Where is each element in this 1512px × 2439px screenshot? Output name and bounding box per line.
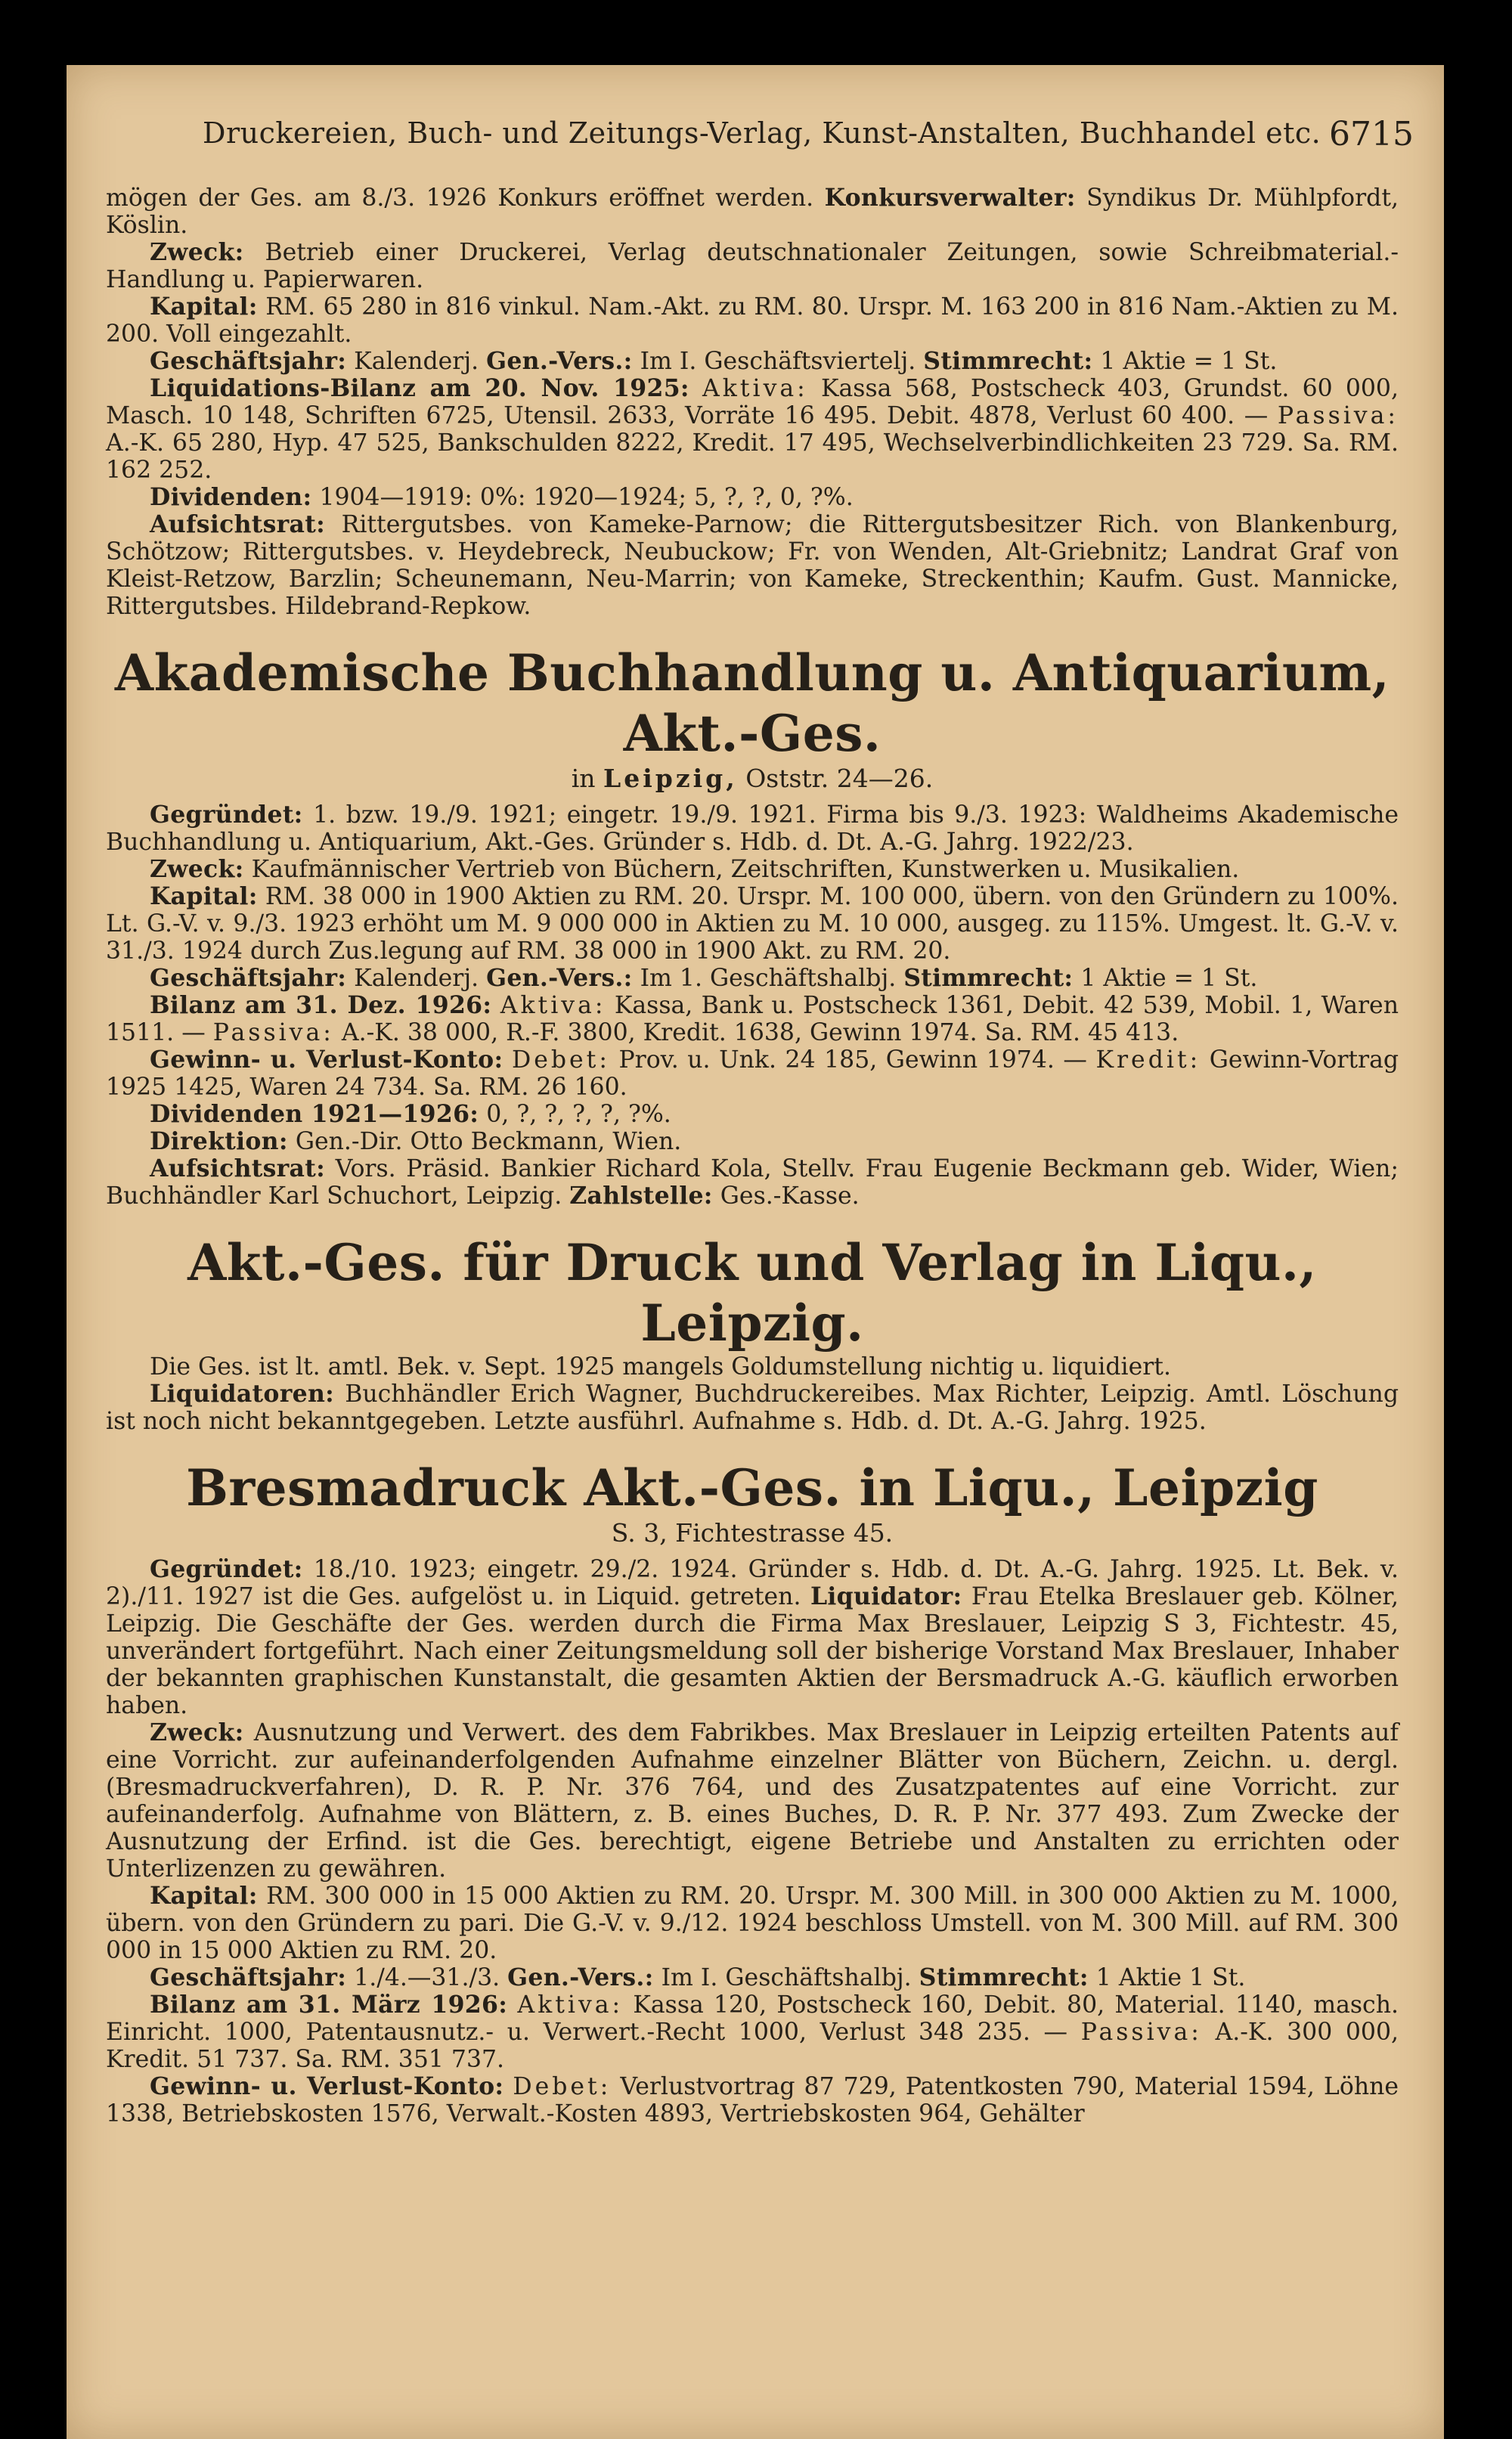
zweck-label: Zweck: xyxy=(150,238,244,266)
zahlstelle-label: Zahlstelle: xyxy=(569,1182,713,1210)
bilanz-label: Bilanz am 31. März 1926: xyxy=(150,1991,508,2019)
gen-vers-label: Gen.-Vers.: xyxy=(486,347,633,375)
kapital-label: Kapital: xyxy=(150,882,258,910)
document-page xyxy=(67,65,1444,2439)
guv-label: Gewinn- u. Verlust-Konto: xyxy=(150,2072,504,2100)
geschaeftsjahr-label: Geschäftsjahr: xyxy=(150,1963,347,1991)
page-number: 6715 xyxy=(1329,115,1414,153)
zweck-label: Zweck: xyxy=(150,1718,244,1746)
liquidatoren-label: Liquidatoren: xyxy=(150,1380,335,1408)
entry-bresmadruck: Bresmadruck Akt.-Ges. in Liqu., Leipzig S. 3, Fichtestrasse 45. Gegründet: 18./10. 1923; eingetr. 29./2. 1924. Gründer s. Hdb. d. Dt. A.-G. Jahrg. 1925. Lt. Bek. v. 2)./11. 1927 ist die Ges. aufgelöst u. in Liquid. getreten. Liquidator: Frau Etelka Breslauer geb. Kölner, Leipzig. Die Geschäfte der Ges. werden durch die Firma Max Breslauer, Leipzig S 3, Fichtestr. 45, unverändert fortgeführt. Nach einer Zeitungsmeldung soll der bisherige Vorstand Max Breslauer, Inhaber der bekannten graphischen Kunstanstalt, die gesamten Aktien der Bersmadruck A.-G. käuflich erworben haben. Zweck: Ausnutzung und Verwert. des dem Fabrikbes. Max Breslauer in Leipzig erteilten Patents auf eine Vorricht. zur aufeinanderfolgenden Aufnahme einzelner Blätter von Büchern, Zeichn. u. dergl. (Bresmadruckverfahren), D. R. P. Nr. 376 764, und des Zusatzpatentes auf eine Vorricht. zur aufeinanderfolg. Aufnahme von Blättern, z. B. eines Buches, D. R. P. Nr. 377 493. Zum Zwecke der Ausnutzung der Erfind. ist die Ges. berechtigt, eigene Betriebe und Anstalten zu errichten oder Unterlizenzen zu gewähren. Kapital: RM. 300 000 in 15 000 Aktien zu RM. 20. Urspr. M. 300 Mill. in 300 000 Aktien zu M. 1000, übern. von den Gründern zu pari. Die G.-V. v. 9./12. 1924 beschloss Umstell. von M. 300 Mill. auf RM. 300 000 in 15 000 Aktien zu RM. 20. Geschäftsjahr: 1./4.—31./3. Gen.-Vers.: Im I. Geschäftshalbj. Stimmrecht: 1 Aktie 1 St. Bilanz am 31. März 1926: Aktiva: Kassa 120, Postscheck 160, Debit. 80, Material. 1140, masch. Einricht. 1000, Patentausnutz.- u. Verwert.-Recht 1000, Verlust 348 235. — Passiva: A.-K. 300 000, Kredit. 51 737. Sa. RM. 351 737. Gewinn- u. Verlust-Konto: Debet: Verlustvortrag 87 729, Patentkosten 790, Material 1594, Löhne 1338, Betriebskosten 1576, Verwalt.-Kosten 4893, Vertriebskosten 964, Gehälter xyxy=(106,1458,1399,2128)
liquidator-label: Liquidator: xyxy=(810,1582,962,1610)
entry-title: Bresmadruck Akt.-Ges. in Liqu., Leipzig xyxy=(186,1458,1318,1517)
aufsichtsrat-label: Aufsichtsrat: xyxy=(150,1154,326,1182)
entry-previous-continuation: mögen der Ges. am 8./3. 1926 Konkurs eröffnet werden. Konkursverwalter: Syndikus Dr. Mühlpfordt, Köslin. Zweck: Betrieb einer Druckerei, Verlag deutschnationaler Zeitungen, sowie Schreibmaterial.-Handlung u. Papierwaren. Kapital: RM. 65 280 in 816 vinkul. Nam.-Akt. zu RM. 80. Urspr. M. 163 200 in 816 Nam.-Aktien zu M. 200. Voll eingezahlt. Geschäftsjahr: Kalenderj. Gen.-Vers.: Im I. Geschäftsviertelj. Stimmrecht: 1 Aktie = 1 St. Liquidations-Bilanz am 20. Nov. 1925: Aktiva: Kassa 568, Postscheck 403, Grundst. 60 000, Masch. 10 148, Schriften 6725, Utensil. 2633, Vorräte 16 495. Debit. 4878, Verlust 60 400. — Passiva: A.-K. 65 280, Hyp. 47 525, Bankschulden 8222, Kredit. 17 495, Wechselverbindlichkeiten 23 729. Sa. RM. 162 252. Dividenden: 1904—1919: 0%: 1920—1924; 5, ?, ?, 0, ?%. Aufsichtsrat: Rittergutsbes. von Kameke-Parnow; die Rittergutsbesitzer Rich. von Blankenburg, Schötzow; Rittergutsbes. v. Heydebreck, Neubuckow; Fr. von Wenden, Alt-Griebnitz; Landrat Graf von Kleist-Retzow, Barzlin; Scheunemann, Neu-Marrin; von Kameke, Streckenthin; Kaufm. Gust. Mannicke, Rittergutsbes. Hildebrand-Repkow. xyxy=(106,184,1399,620)
entry-title: Akt.-Ges. für Druck und Verlag in Liqu., Leipzig. xyxy=(187,1233,1317,1353)
running-head: Druckereien, Buch- und Zeitungs-Verlag, Kunst-Anstalten, Buchhandel etc. xyxy=(203,116,1321,150)
stimmrecht-label: Stimmrecht: xyxy=(923,347,1093,375)
direktion-label: Direktion: xyxy=(150,1127,288,1155)
stimmrecht-label: Stimmrecht: xyxy=(919,1963,1089,1991)
geschaeftsjahr-label: Geschäftsjahr: xyxy=(150,347,347,375)
entry-location: in Leipzig, Oststr. 24—26. xyxy=(571,764,934,793)
guv-label: Gewinn- u. Verlust-Konto: xyxy=(150,1046,503,1074)
gegruendet-label: Gegründet: xyxy=(150,1555,303,1583)
gegruendet-label: Gegründet: xyxy=(150,801,303,829)
entry-title: Akademische Buchhandlung u. Antiquarium, Akt.-Ges. xyxy=(114,643,1390,763)
geschaeftsjahr-label: Geschäftsjahr: xyxy=(150,964,347,992)
gen-vers-label: Gen.-Vers.: xyxy=(507,1963,654,1991)
entry-akademische-buchhandlung: Akademische Buchhandlung u. Antiquarium, Akt.-Ges. in Leipzig, Oststr. 24—26. Gegründet: 1. bzw. 19./9. 1921; eingetr. 19./9. 1921. Firma bis 9./3. 1923: Waldheims Akademische Buchhandlung u. Antiquarium, Akt.-Ges. Gründer s. Hdb. d. Dt. A.-G. Jahrg. 1922/23. Zweck: Kaufmännischer Vertrieb von Büchern, Zeitschriften, Kunstwerken u. Musikalien. Kapital: RM. 38 000 in 1900 Aktien zu RM. 20. Urspr. M. 100 000, übern. von den Gründern zu 100%. Lt. G.-V. v. 9./3. 1923 erhöht um M. 9 000 000 in Aktien zu M. 10 000, ausgeg. zu 115%. Umgest. lt. G.-V. v. 31./3. 1924 durch Zus.legung auf RM. 38 000 in 1900 Akt. zu RM. 20. Geschäftsjahr: Kalenderj. Gen.-Vers.: Im 1. Geschäftshalbj. Stimmrecht: 1 Aktie = 1 St. Bilanz am 31. Dez. 1926: Aktiva: Kassa, Bank u. Postscheck 1361, Debit. 42 539, Mobil. 1, Waren 1511. — Passiva: A.-K. 38 000, R.-F. 3800, Kredit. 1638, Gewinn 1974. Sa. RM. 45 413. Gewinn- u. Verlust-Konto: Debet: Prov. u. Unk. 24 185, Gewinn 1974. — Kredit: Gewinn-Vortrag 1925 1425, Waren 24 734. Sa. RM. 26 160. Dividenden 1921—1926: 0, ?, ?, ?, ?, ?%. Direktion: Gen.-Dir. Otto Beckmann, Wien. Aufsichtsrat: Vors. Präsid. Bankier Richard Kola, Stellv. Frau Eugenie Beckmann geb. Wider, Wien; Buchhändler Karl Schuchort, Leipzig. Zahlstelle: Ges.-Kasse. xyxy=(106,643,1399,1210)
bilanz-label: Bilanz am 31. Dez. 1926: xyxy=(150,991,492,1019)
gen-vers-label: Gen.-Vers.: xyxy=(486,964,633,992)
kapital-label: Kapital: xyxy=(150,293,258,321)
dividenden-label: Dividenden: xyxy=(150,483,312,511)
zweck-label: Zweck: xyxy=(150,855,244,883)
entry-location: S. 3, Fichtestrasse 45. xyxy=(611,1518,894,1548)
entry-druck-und-verlag: Akt.-Ges. für Druck und Verlag in Liqu., Leipzig. Die Ges. ist lt. amtl. Bek. v. Sept. 1925 mangels Goldumstellung nichtig u. liquidiert. Liquidatoren: Buchhändler Erich Wagner, Buchdruckereibes. Max Richter, Leipzig. Amtl. Löschung ist noch nicht bekanntgegeben. Letzte ausführl. Aufnahme s. Hdb. d. Dt. A.-G. Jahrg. 1925. xyxy=(106,1233,1399,1435)
stimmrecht-label: Stimmrecht: xyxy=(903,964,1074,992)
bilanz-label: Liquidations-Bilanz am 20. Nov. 1925: xyxy=(150,374,689,402)
kapital-label: Kapital: xyxy=(150,1882,258,1910)
dividenden-label: Dividenden 1921—1926: xyxy=(150,1100,479,1128)
body-text xyxy=(106,184,1399,2128)
konkursverwalter-label: Konkursverwalter: xyxy=(824,184,1076,212)
aufsichtsrat-label: Aufsichtsrat: xyxy=(150,510,326,538)
